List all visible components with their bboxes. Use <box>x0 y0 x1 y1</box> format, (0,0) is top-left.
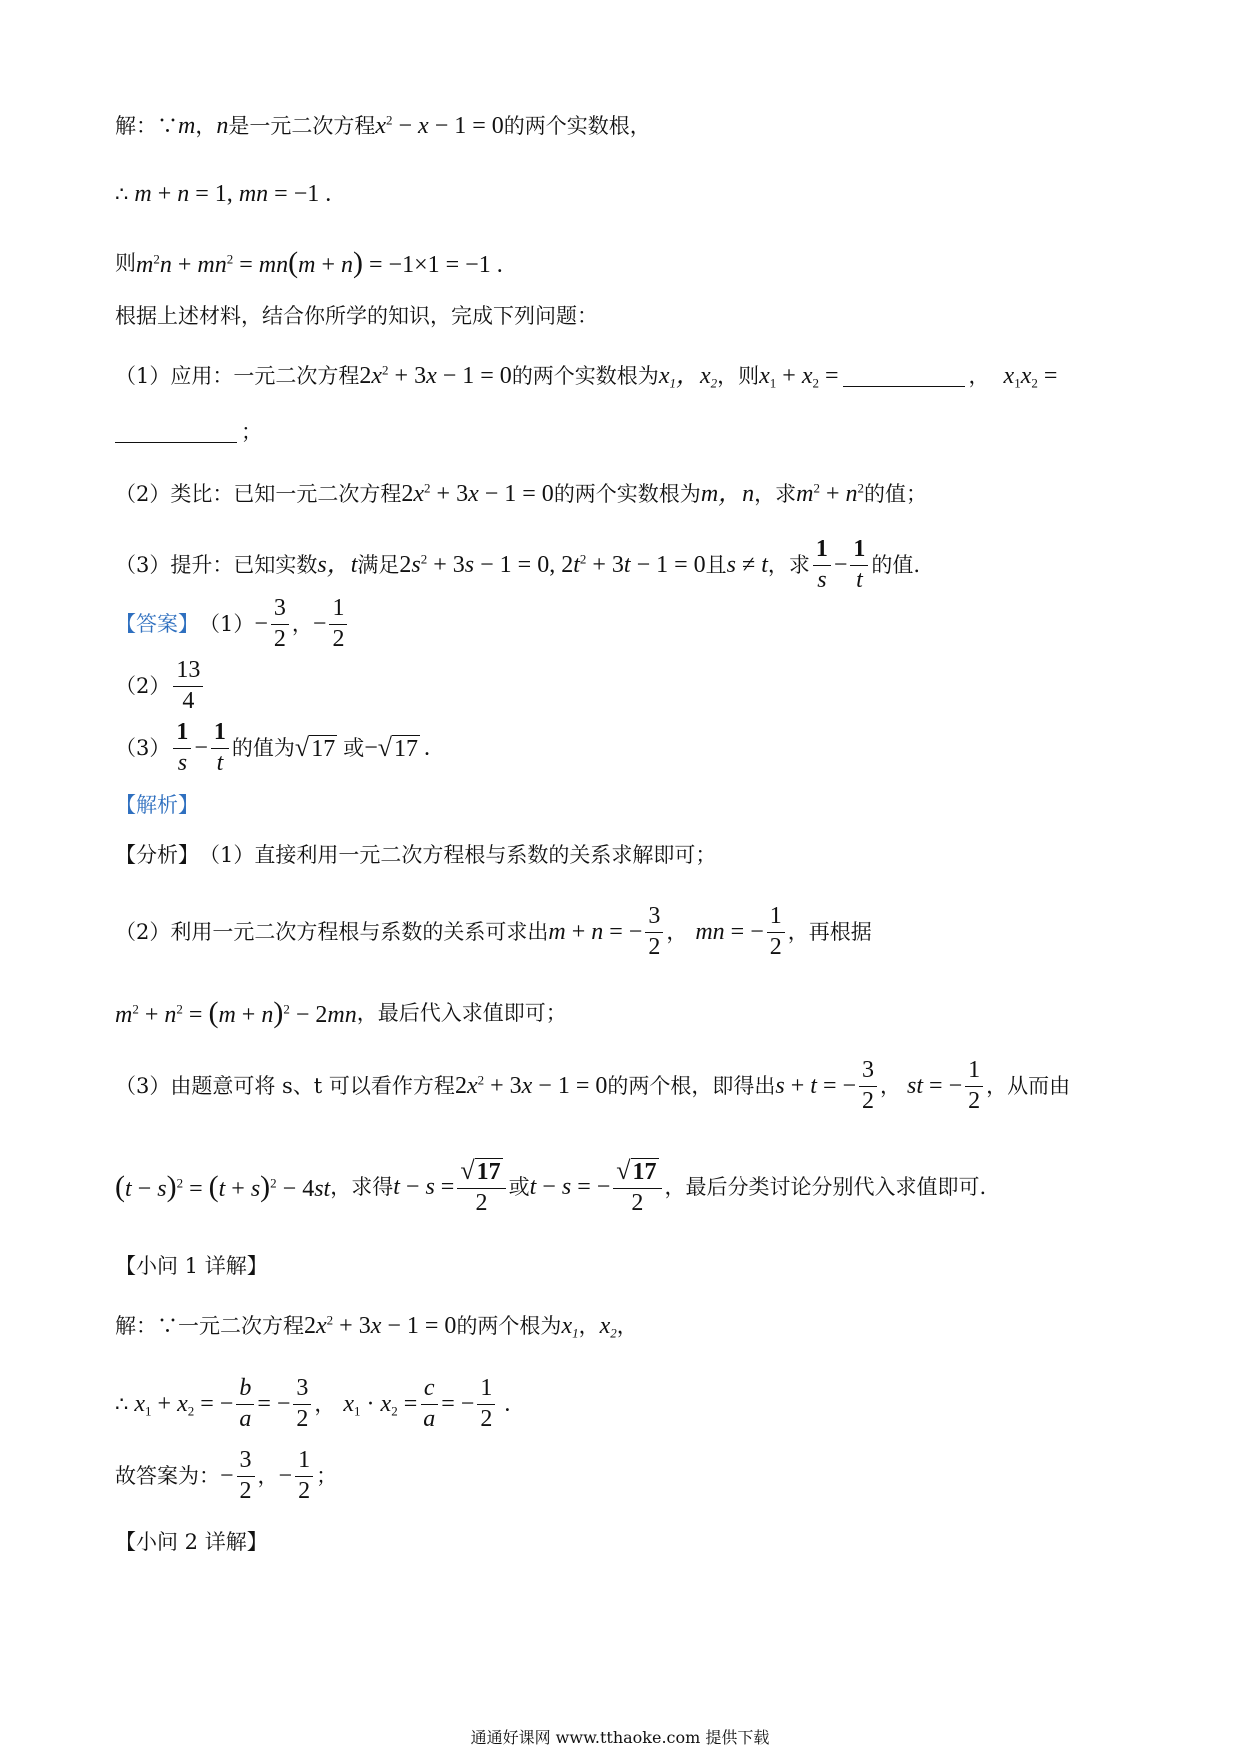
q2-text-a: （2）类比：已知一元二次方程 <box>115 481 402 506</box>
s-neq-t: s ≠ t <box>726 552 768 578</box>
fraction-3-over-2-b: $\frac{3}{2}$ <box>645 904 663 959</box>
question-2-line <box>115 482 927 506</box>
question-1-line-1 <box>115 362 1058 391</box>
expression-m2n-mn2: $m^2n + mn^2 = mn(m + n) = -1\times 1 = -1$ . <box>136 246 503 279</box>
fraction-1-over-s-ans: $\frac{1}{s}$ <box>173 720 191 775</box>
intro-text-e: 是一元二次方程 <box>228 113 376 138</box>
xw1-l2-a: ∴ <box>115 1391 129 1416</box>
fraction-1-over-2-b: $\frac{1}{2}$ <box>767 904 785 959</box>
fenxi-s2-c: ，再根据 <box>787 919 872 944</box>
q3-text-a: （3）提升：已知实数 <box>115 552 318 577</box>
answer-part-2-label: （2） <box>115 673 171 698</box>
intro-line-2 <box>115 182 331 206</box>
footer-download-note: 通通好课网 www.tthaoke.com 提供下载 <box>470 1728 770 1747</box>
intro-line-4 <box>115 306 598 327</box>
fraction-1-over-2-d: $\frac{1}{2}$ <box>477 1376 495 1431</box>
fenxi-s2-b: ， <box>666 919 688 944</box>
intro-text-f: 的两个实数根， <box>503 113 651 138</box>
fenxi-line-5 <box>115 1152 986 1222</box>
xiaowen-2-tag-line <box>115 1532 268 1553</box>
xiaowen-1-line-1 <box>115 1312 638 1341</box>
analysis-tag: 【解析】 <box>115 793 199 817</box>
root-x2: $x_2$ <box>599 1313 617 1341</box>
question-3-line: （3）提升：已知实数 s，t 满足 $2s^2 + 3s - 1 = 0$, $2t^2 + 3t - 1 = 0$ 且 s ≠ t ，求 $\frac{1}{s}$ − $\frac{1}{t}$ 的值. <box>115 536 921 593</box>
mn-eq: mn = − <box>695 919 764 945</box>
fraction-1-over-s: $\frac{1}{s}$ <box>813 537 831 592</box>
fraction-3-over-2-d: $\frac{3}{2}$ <box>293 1376 311 1431</box>
t-minus-s-eq-neg: t − s = − <box>529 1174 611 1200</box>
then-text: 则 <box>115 250 136 275</box>
equations-s-t: $2s^2 + 3s - 1 = 0$, $2t^2 + 3t - 1 = 0$ <box>399 551 706 578</box>
q2-text-d: 的值； <box>864 481 928 506</box>
answer-blank-1[interactable] <box>843 366 965 387</box>
fenxi-tag: 【分析】 <box>115 843 199 867</box>
equation-2x2-3x-1-q2: $2x^2 + 3x - 1 = 0$ <box>401 480 554 507</box>
xw1-l2-b: ， <box>314 1391 336 1416</box>
fraction-3-over-2-c: $\frac{3}{2}$ <box>859 1058 877 1113</box>
answer-3-text-c: . <box>424 735 431 761</box>
root-x1: $x_1$ <box>561 1313 579 1341</box>
answer-part-1-label: （1） <box>199 611 255 636</box>
xw1-l3-b: ， <box>257 1463 279 1488</box>
var-n: n <box>216 113 229 139</box>
answer-tag: 【答案】 <box>115 611 199 636</box>
fenxi-s1: （1）直接利用一元二次方程根与系数的关系求解即可； <box>199 843 717 867</box>
xw1-l1-d: ， <box>616 1313 638 1338</box>
xiaowen-1-tag: 【小问 1 详解】 <box>115 1254 268 1278</box>
fraction-1-over-2-c: $\frac{1}{2}$ <box>965 1058 983 1113</box>
fenxi-s3-g: ，最后分类讨论分别代入求值即可. <box>664 1174 987 1199</box>
q3-text-d: ，求 <box>767 552 810 577</box>
q1-text-a: （1）应用：一元二次方程 <box>115 363 360 388</box>
identity-m2-n2: $m^2 + n^2 = (m + n)^2 - 2mn$ <box>115 996 357 1029</box>
fenxi-s2-d: ，最后代入求值即可； <box>356 1000 567 1025</box>
st-eq: st = − <box>907 1073 963 1099</box>
neg-sqrt-17: √ 17 <box>377 733 419 762</box>
equation-x2-x-1: $x^2 - x - 1 = 0$ <box>375 112 504 139</box>
fraction-1-over-2-e: $\frac{1}{2}$ <box>295 1448 313 1503</box>
fraction-sqrt17-over-2-neg: √ 17 2 <box>613 1158 661 1215</box>
xw1-l1-c: ， <box>578 1313 600 1338</box>
product-x1x2: $x_1x_2$ = <box>1003 363 1058 391</box>
fraction-3-over-2: $\frac{3}{2}$ <box>271 596 289 651</box>
fenxi-s2-a: （2）利用一元二次方程根与系数的关系可求出 <box>115 919 549 944</box>
sum-x1-x2: $x_1 + x_2$ = <box>759 363 839 391</box>
answer-line-3: （3） $\frac{1}{s}$ − $\frac{1}{t}$ 的值为 √ 17 或 − √ 17 . <box>115 719 431 776</box>
expression-m2-n2: $m^2 + n^2$ <box>796 480 865 507</box>
intro-text-a: 解：∵ <box>115 113 178 138</box>
equation-2x2-3x-1: $2x^2 + 3x - 1 = 0$ <box>359 362 512 389</box>
instructions-text: 根据上述材料，结合你所学的知识，完成下列问题： <box>115 304 598 328</box>
m-plus-n-eq: m + n = − <box>548 919 643 945</box>
sqrt-17: √ 17 <box>294 733 336 762</box>
fenxi-line-2 <box>115 900 872 964</box>
intro-line-1 <box>115 114 651 138</box>
xiaowen-1-line-3: 故答案为： − $\frac{3}{2}$ ， − $\frac{1}{2}$ ； <box>115 1447 338 1504</box>
roots-x1-x2: $x_1$，$x_2$ <box>658 363 718 391</box>
answer-line-1: 【答案】 （1） − $\frac{3}{2}$ ， − $\frac{1}{2}$ <box>115 592 350 656</box>
t-minus-s-eq: t − s = <box>393 1174 455 1200</box>
analysis-line <box>115 795 199 816</box>
roots-m-n: m，n <box>700 481 755 507</box>
q3-text-e: 的值. <box>871 552 921 577</box>
q3-text-b: 满足 <box>357 552 400 577</box>
fraction-sqrt17-over-2: √ 17 2 <box>457 1158 505 1215</box>
answer-line-2 <box>115 654 206 718</box>
fraction-1-over-t-ans: $\frac{1}{t}$ <box>211 720 229 775</box>
fraction-13-over-4: $\frac{13}{4}$ <box>173 658 203 713</box>
sum-product-relations: m + n = 1, mn = −1 . <box>134 181 332 207</box>
xw1-l1-b: 的两个根为 <box>456 1313 562 1338</box>
fraction-1-over-2: $\frac{1}{2}$ <box>329 596 347 651</box>
fenxi-line-3 <box>115 998 567 1028</box>
vars-s-t: s，t <box>317 552 358 578</box>
fenxi-s3-d: ，从而由 <box>986 1073 1071 1098</box>
fenxi-s3-b: 的两个根，即得出 <box>607 1073 776 1098</box>
fraction-b-over-a: $\frac{b}{a}$ <box>236 1376 254 1431</box>
intro-line-3 <box>115 248 503 278</box>
answer-3-text-b: 或 <box>343 735 365 760</box>
equation-2x2-3x-1-xw: $2x^2 + 3x - 1 = 0$ <box>304 1312 457 1339</box>
fraction-3-over-2-e: $\frac{3}{2}$ <box>237 1448 255 1503</box>
xw1-l3-c: ； <box>316 1463 338 1488</box>
x1-times-x2-eq: $x_1 \cdot x_2$ = <box>343 1391 418 1419</box>
xiaowen-2-tag: 【小问 2 详解】 <box>115 1530 268 1554</box>
identity-t-minus-s: $(t - s)^2 = (t + s)^2 - 4st$ <box>115 1170 331 1203</box>
xiaowen-1-tag-line <box>115 1256 268 1277</box>
xiaowen-1-line-2: ∴ $x_1 + x_2$ = − $\frac{b}{a}$ = − $\frac{3}{2}$ ， $x_1 \cdot x_2$ = $\frac{c}{a}$ = − $\frac{1}{2}$ . <box>115 1375 511 1432</box>
therefore-symbol: ∴ <box>115 181 129 206</box>
xw1-l1-a: 解：∵一元二次方程 <box>115 1313 304 1338</box>
fenxi-s3-a: （3）由题意可将 s、t 可以看作方程 <box>115 1073 455 1098</box>
q1-text-c: ，则 <box>717 363 760 388</box>
answer-part-3-label: （3） <box>115 735 171 760</box>
q3-text-c: 且 <box>705 552 727 577</box>
fenxi-line-4 <box>115 1054 1070 1118</box>
answer-blank-2[interactable] <box>115 422 237 443</box>
q1-text-d: ， <box>968 363 990 388</box>
s-plus-t-eq: s + t = − <box>775 1073 857 1099</box>
x1-plus-x2-eq: $x_1 + x_2$ = − <box>134 1391 234 1419</box>
fenxi-s3-e: ，求得 <box>330 1174 394 1199</box>
xw1-l2-c: . <box>504 1391 511 1417</box>
xw1-l3-a: 故答案为： <box>115 1463 220 1488</box>
fraction-1-over-t: $\frac{1}{t}$ <box>850 537 868 592</box>
equation-2x2-3x-1-f: $2x^2 + 3x - 1 = 0$ <box>454 1072 608 1099</box>
fenxi-s3-c: ， <box>880 1073 902 1098</box>
fraction-c-over-a: $\frac{c}{a}$ <box>420 1376 438 1431</box>
q2-text-c: ，求 <box>754 481 797 506</box>
fenxi-s3-f: 或 <box>508 1174 530 1199</box>
question-1-line-2: ； <box>115 422 262 443</box>
fenxi-line-1 <box>115 845 716 866</box>
q1-text-b: 的两个实数根为 <box>511 363 659 388</box>
q2-text-b: 的两个实数根为 <box>553 481 701 506</box>
answer-3-text-a: 的值为 <box>231 735 295 760</box>
var-m: m <box>178 113 196 139</box>
comma: ， <box>195 113 217 138</box>
